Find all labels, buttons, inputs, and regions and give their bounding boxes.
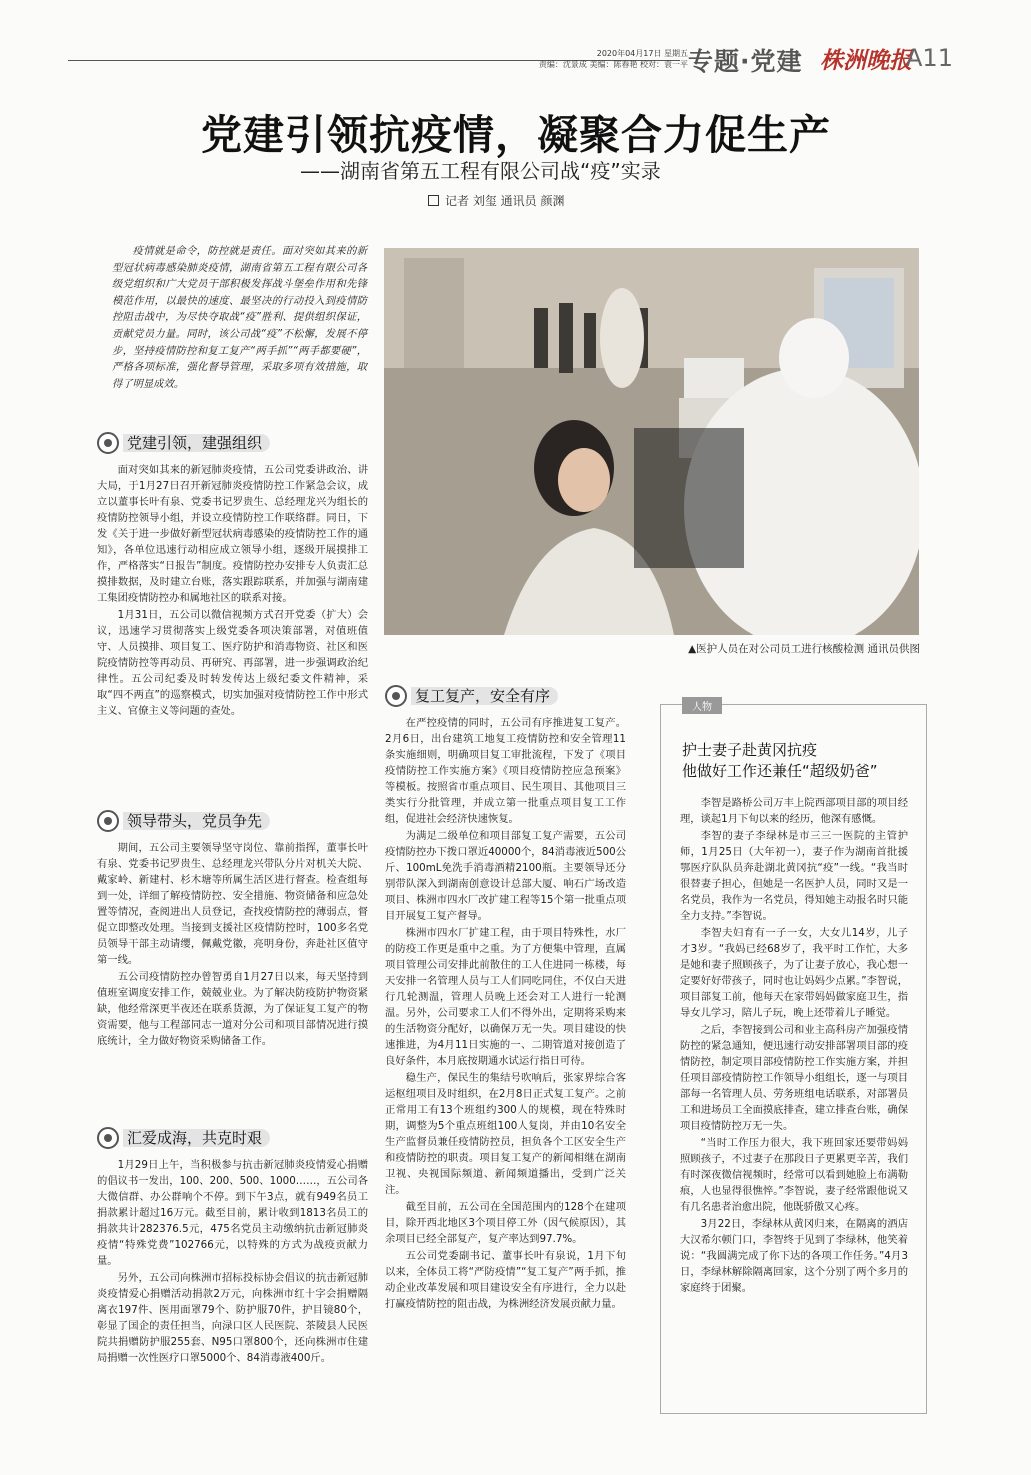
section-heading-text: 党建引领，建强组织: [123, 434, 270, 452]
paragraph: 1月29日上午，当积极参与抗击新冠肺炎疫情爱心捐赠的倡议书一发出，100、200、500、1000……，五公司各大微信群、办公群响个不停。到下午3点，就有949名员工捐款累计超过16万元。截至目前，累计收到1813名员工的捐款共计282376.5元，475名党员主动缴纳抗击新冠肺炎疫情“特殊党费”102766元，以特殊的方式为战疫贡献力量。: [97, 1159, 368, 1267]
paragraph: 1月31日，五公司以微信视频方式召开党委（扩大）会议，迅速学习贯彻落实上级党委各项决策部署，对值班值守、人员摸排、项目复工、医疗防护和消毒物资、社区和医院疫情防控等再动员、再研究、再部署，进一步强调政治纪律性。五公司纪委及时转发传达上级纪委文件精神，采取“四不两直”的巡察模式，切实加强对疫情防控工作中形式主义、官僚主义等问题的查处。: [97, 609, 368, 717]
headline: 党建引领抗疫情，凝聚合力促生产: [201, 111, 831, 159]
section-heading-text: 复工复产，安全有序: [411, 687, 558, 705]
section-heading: [97, 1127, 368, 1149]
sidebar-tag: 人物: [682, 697, 722, 714]
paragraph: 李智的妻子李绿林是市三三一医院的主管护师，1月25日（大年初一），妻子作为湖南首批援鄂医疗队队员奔赴湖北黄冈抗“疫”一线。“我当时很替妻子担心，但她是一名医护人员，同时又是一名党员，我作为一名党员，得知她主动报名时只能全力支持。”李智说。: [680, 830, 908, 922]
page-number: A11: [906, 44, 953, 72]
bullet-circle-icon: [97, 432, 119, 454]
bullet-circle-icon: [385, 685, 407, 707]
section-heading-text: 汇爱成海，共克时艰: [123, 1129, 270, 1147]
paragraph: 3月22日，李绿林从黄冈归来，在隔离的酒店大汉希尔顿门口，李智终于见到了李绿林，他笑着说：“我圆满完成了你下达的各项工作任务。”4月3日，李绿林解除隔离回家，这个分别了两个多月的家庭终于团聚。: [680, 1218, 908, 1294]
section-2: [97, 810, 368, 1050]
paragraph: 五公司疫情防控办曾智勇自1月27日以来，每天坚持到值班室调度安排工作，兢兢业业。为了解决防疫防护物资紧缺，他经常深更半夜还在联系货源，为了保证复工复产的物资需要，他与工程部同志一道对分公司和项目部情况进行摸底统计，全力做好物资采购储备工作。: [97, 971, 368, 1047]
editor-line: 责编：沈景成 美编：陈春艳 校对：袁一平: [538, 60, 688, 69]
paragraph: 稳生产，保民生的集结号吹响后，张家界综合客运枢纽项目及时组织，在2月8日正式复工复产。之前正常用工有13个班组约300人的规模，现在特殊时期，调整为5个重点班组100人复岗，并由10名安全生产监督员兼任疫情防控员，担负各个工区安全生产和疫情防控的职责。项目复工复产的新闻相继在湖南卫视、央视国际频道、新闻频道播出，受到广泛关注。: [385, 1072, 626, 1196]
paragraph: 另外，五公司向株洲市招标投标协会倡议的抗击新冠肺炎疫情爱心捐赠活动捐款2万元，向株洲市红十字会捐赠隔离衣197件、医用面罩79个、防护服70件，护目镜80个，彰显了国企的责任担当，向渌口区人民医院、茶陵县人民医院共捐赠防护服255套、N95口罩800个，还向株洲市住建局捐赠一次性医疗口罩5000个、84消毒液400斤。: [97, 1272, 368, 1364]
paragraph: 在严控疫情的同时，五公司有序推进复工复产。2月6日，出台建筑工地复工疫情防控和安全管理11条实施细则，明确项目复工审批流程，下发了《项目疫情防控工作实施方案》《项目疫情防控应急预案》等模板。按照省市重点项目、民生项目、其他项目三类实行分批管理，并成立第一批重点项目复工工作组，促进社会经济快速恢复。: [385, 717, 626, 825]
sidebar-title-line: 他做好工作还兼任“超级奶爸”: [682, 762, 878, 780]
paragraph: 期间，五公司主要领导坚守岗位、靠前指挥，董事长叶有泉、党委书记罗贵生、总经理龙兴带队分片对机关大院、戴家岭、新建村、杉木塘等所属生活区进行督查。检查组每到一处，详细了解疫情防控、安全措施、物资储备和应急处置等情况，查阅进出人员登记，查找疫情防控的薄弱点，督促立即整改处理。当接到支援社区疫情防控时，100多名党员领导干部主动请缨，佩戴党徽，亮明身份，奔赴社区值守第一线。: [97, 842, 368, 966]
paragraph: 五公司党委副书记、董事长叶有泉说，1月下旬以来，全体员工将“严防疫情”“复工复产”两手抓，推动企业改革发展和项目建设安全有序进行，全力以赴打赢疫情防控的阻击战，为株洲经济发展贡献力量。: [385, 1250, 626, 1310]
sidebar-title-line: 护士妻子赴黄冈抗疫: [682, 741, 818, 759]
section-heading: [97, 810, 368, 832]
photo-caption: ▲医护人员在对公司员工进行核酸检测 通讯员供图: [688, 643, 920, 655]
section-heading: [385, 685, 626, 707]
sidebar-body: [680, 795, 908, 1297]
subtitle: ——湖南省第五工程有限公司战“疫”实录: [300, 159, 661, 183]
paragraph: 李智是路桥公司万丰上院西部项目部的项目经理，谈起1月下旬以来的经历，他深有感慨。: [680, 797, 908, 825]
paragraph: 截至目前，五公司在全国范围内的128个在建项目，除开西北地区3个项目停工外（因气候原因），其余项目已经全部复产，复产率达到97.7%。: [385, 1201, 626, 1245]
newspaper-logo: 株洲晚报: [820, 47, 912, 74]
photo-nucleic-acid-test: [384, 248, 919, 635]
publication-info: [528, 48, 688, 70]
date-line: 2020年04月17日 星期五: [596, 49, 688, 58]
section-heading-text: 领导带头，党员争先: [123, 812, 270, 830]
byline: [428, 192, 564, 209]
section-label: 专题·党建: [688, 47, 803, 76]
paragraph: “当时工作压力很大，我下班回家还要带妈妈照顾孩子，不过妻子在那段日子更累更辛苦，我们有时深夜微信视频时，经常可以看到她脸上布满勒痕，人也显得很憔悴。”李智说，妻子经常跟他说又有几名患者治愈出院，他既骄傲又心疼。: [680, 1137, 908, 1213]
section-4: [385, 685, 626, 1313]
paragraph: 之后，李智接到公司和业主高科房产加强疫情防控的紧急通知，便迅速行动安排部署项目部的疫情防控，制定项目部疫情防控工作实施方案，并担任项目部疫情防控工作领导小组组长，逐一与项目部每一名管理人员、劳务班组电话联系，对部署员工和进场员工全面摸底排查，建立排查台账，确保项目疫情防控万无一失。: [680, 1024, 908, 1132]
paragraph: 为满足二级单位和项目部复工复产需要，五公司疫情防控办下拨口罩近40000个，84消毒液近500公斤、100mL免洗手消毒酒精2100瓶。主要领导还分别带队深入到湖南创意设计总部大厦、响石广场改造项目、株洲市四水厂改扩建工程等15个第一批重点项目开展复工复产督导。: [385, 830, 626, 922]
paragraph: 李智夫妇育有一子一女，大女儿14岁，儿子才3岁。“我妈已经68岁了，我平时工作忙，大多是她和妻子照顾孩子，为了让妻子放心，我心想一定要好好带孩子，同时也让妈妈少点累。”李智说，项目部复工前，他每天在家带妈妈做家庭卫生，指导女儿学习，陪儿子玩，晚上还带着儿子睡觉。: [680, 927, 908, 1019]
paragraph: 面对突如其来的新冠肺炎疫情，五公司党委讲政治、讲大局，于1月27日召开新冠肺炎疫情防控工作紧急会议，成立以董事长叶有泉、党委书记罗贵生、总经理龙兴为组长的疫情防控领导小组，并设立疫情防控工作联络群。同日，下发《关于进一步做好新型冠状病毒感染的疫情防控工作的通知》，各单位迅速行动相应成立领导小组，逐级开展摸排工作，严格落实“日报告”制度。疫情防控办安排专人负责汇总摸排数据，及时建立台账，落实跟踪联系，并加强与湖南建工集团疫情防控办和属地社区的联系对接。: [97, 464, 368, 604]
section-3: [97, 1127, 368, 1367]
section-1: [97, 432, 368, 720]
byline-box-icon: [428, 195, 439, 206]
section-heading: [97, 432, 368, 454]
lead-paragraph: 疫情就是命令，防控就是责任。面对突如其来的新型冠状病毒感染肺炎疫情，湖南省第五工程有限公司各级党组织和广大党员干部积极发挥战斗堡垒作用和先锋模范作用，以最快的速度、最坚决的行动投入到疫情防控阻击战中，为尽快夺取战“疫”胜利、提供组织保证，贡献党员力量。同时，该公司战“疫”不松懈，发展不停步，坚持疫情防控和复工复产“两手抓”“两手都要硬”，严格各项标准，强化督导管理，采取多项有效措施，取得了明显成效。: [112, 245, 367, 390]
paragraph: 株洲市四水厂扩建工程，由于项目特殊性，水厂的防疫工作更是重中之重。为了方便集中管理，直属项目管理公司安排此前散住的工人住进同一栋楼，每天安排一名管理人员与工人们同吃同住，不仅白天进行几轮测温，管理人员晚上还会对工人进行一轮测温。另外，公司要求工人们不得外出，定期将采购来的生活物资分配好，以确保万无一失。项目建设的快速推进，为4月11日实施的一、二期管道对接创造了良好条件，本月底按期通水试运行指日可待。: [385, 927, 626, 1067]
bullet-circle-icon: [97, 810, 119, 832]
byline-text: 记者 刘玺 通讯员 颜渊: [445, 194, 565, 208]
sidebar-title: [682, 740, 912, 782]
photo-illustration: [384, 248, 919, 635]
bullet-circle-icon: [97, 1127, 119, 1149]
